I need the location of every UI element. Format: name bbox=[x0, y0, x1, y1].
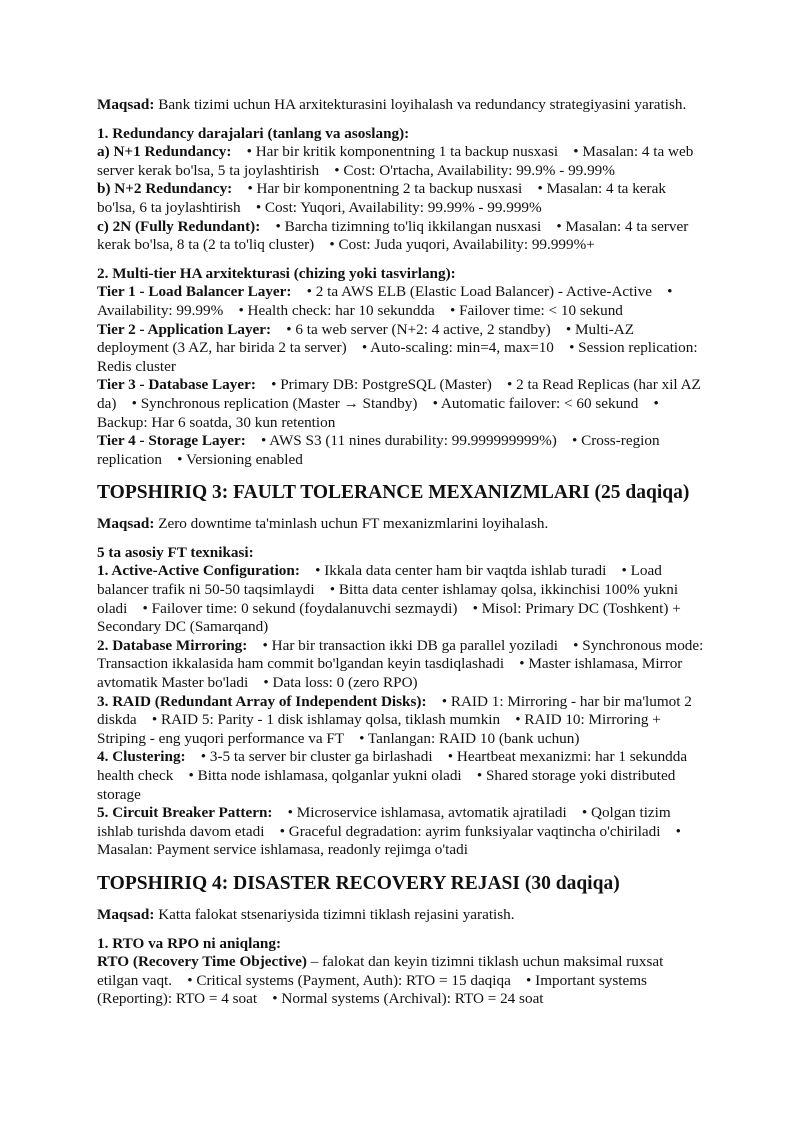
task3-goal bbox=[97, 515, 704, 534]
tier-1-item: Tier 1 - Load Balancer Layer: • 2 ta AWS ELB (Elastic Load Balancer) - Active-Active • Availability: 99.99% • Health check: har 10 sekundda • Failover time: < 10 sekund bbox=[97, 283, 676, 319]
redundancy-item-n2: b) N+2 Redundancy: • Har bir komponentning 2 ta backup nusxasi • Masalan: 4 ta kerak bo'lsa, 6 ta joylashtirish • Cost: Yuqori, Availability: 99.99% - 99.999% bbox=[97, 180, 670, 216]
goal-label: Maqsad: bbox=[97, 905, 155, 923]
section-title: 1. Redundancy darajalari (tanlang va asoslang): bbox=[97, 124, 410, 142]
task4-heading: TOPSHIRIQ 4: DISASTER RECOVERY REJASI (30 daqiqa) bbox=[97, 872, 620, 894]
multitier-section bbox=[97, 265, 704, 470]
goal-text: Katta falokat stsenariysida tizimni tiklash rejasini yaratish. bbox=[158, 905, 515, 923]
redundancy-item-n1: a) N+1 Redundancy: • Har bir kritik komponentning 1 ta backup nusxasi • Masalan: 4 ta web server kerak bo'lsa, 5 ta joylashtirish • Cost: O'rtacha, Availability: 99.9% - 99.99% bbox=[97, 143, 698, 179]
tier-3-item: Tier 3 - Database Layer: • Primary DB: PostgreSQL (Master) • 2 ta Read Replicas (har xil AZ da) • Synchronous replication (Master → Standby) • Automatic failover: < 60 sekund • Backup: Har 6 soatda, 30 kun retention bbox=[97, 376, 705, 431]
task4-goal bbox=[97, 906, 704, 925]
rto-definition: RTO (Recovery Time Objective) – falokat dan keyin tizimni tiklash uchun maksimal ruxsat etilgan vaqt. • Critical systems (Payment, Auth): RTO = 15 daqiqa • Important systems (Reporting): RTO = 4 soat • Normal systems (Archival): RTO = 24 soat bbox=[97, 953, 668, 1008]
section-title: 1. RTO va RPO ni aniqlang: bbox=[97, 934, 282, 952]
ft-item-active-active: 1. Active-Active Configuration: • Ikkala data center ham bir vaqtda ishlab turadi • Load balancer trafik ni 50-50 taqsimlaydi • Bitta data center ishlamay qolsa, ikkinchisi 100% yukni oladi • Failover time: 0 sekund (foydalanuvchi sezmaydi) • Misol: Primary DC (Toshkent) + Secondary DC (Samarqand) bbox=[97, 562, 685, 636]
goal-label: Maqsad: bbox=[97, 515, 155, 533]
section-title: 5 ta asosiy FT texnikasi: bbox=[97, 543, 254, 561]
ft-item-circuit-breaker: 5. Circuit Breaker Pattern: • Microservice ishlamasa, avtomatik ajratiladi • Qolgan tizim ishlab turishda davom etadi • Graceful degradation: ayrim funksiyalar vaqtincha o'chiriladi • Masalan: Payment service ishlamasa, readonly rejimga o'tadi bbox=[97, 804, 685, 859]
ft-item-raid: 3. RAID (Redundant Array of Independent Disks): • RAID 1: Mirroring - har bir ma'lumot 2 diskda • RAID 5: Parity - 1 disk ishlamay qolsa, tiklash mumkin • RAID 10: Mirroring + Striping - eng yuqori performance va FT • Tanlangan: RAID 10 (bank uchun) bbox=[97, 692, 696, 747]
ft-item-db-mirroring: 2. Database Mirroring: • Har bir transaction ikki DB ga parallel yoziladi • Synchronous mode: Transaction ikkalasida ham commit bo'lgandan keyin tasdiqlashadi • Master ishlamasa, Mirror avtomatik Master bo'ladi • Data loss: 0 (zero RPO) bbox=[97, 636, 707, 692]
rto-rpo-section bbox=[97, 935, 704, 1009]
redundancy-section bbox=[97, 125, 704, 255]
redundancy-item-2n: c) 2N (Fully Redundant): • Barcha tizimning to'liq ikkilangan nusxasi • Masalan: 4 ta server kerak bo'lsa, 8 ta (2 ta to'liq cluster) • Cost: Juda yuqori, Availability: 99.999%+ bbox=[97, 217, 693, 254]
section-title: 2. Multi-tier HA arxitekturasi (chizing yoki tasvirlang): bbox=[97, 264, 456, 282]
tier-4-item: Tier 4 - Storage Layer: • AWS S3 (11 nines durability: 99.999999999%) • Cross-region replication • Versioning enabled bbox=[97, 432, 664, 468]
goal-label: Maqsad: bbox=[97, 96, 155, 113]
ft-techniques-section bbox=[97, 543, 707, 860]
goal-text: Zero downtime ta'minlash uchun FT mexanizmlarini loyihalash. bbox=[158, 515, 549, 533]
ft-item-clustering: 4. Clustering: • 3-5 ta server bir cluster ga birlashadi • Heartbeat mexanizmi: har 1 sekundda health check • Bitta node ishlamasa, qolganlar yukni oladi • Shared storage yoki distributed storage bbox=[97, 748, 691, 803]
intro-paragraph bbox=[97, 96, 704, 115]
task3-heading: TOPSHIRIQ 3: FAULT TOLERANCE MEXANIZMLARI (25 daqiqa) bbox=[97, 482, 690, 504]
goal-text: Bank tizimi uchun HA arxitekturasini loyihalash va redundancy strategiyasini yaratish. bbox=[158, 96, 687, 113]
tier-2-item: Tier 2 - Application Layer: • 6 ta web server (N+2: 4 active, 2 standby) • Multi-AZ deployment (3 AZ, har birida 2 ta server) • Auto-scaling: min=4, max=10 • Session replication: Redis cluster bbox=[97, 320, 702, 375]
